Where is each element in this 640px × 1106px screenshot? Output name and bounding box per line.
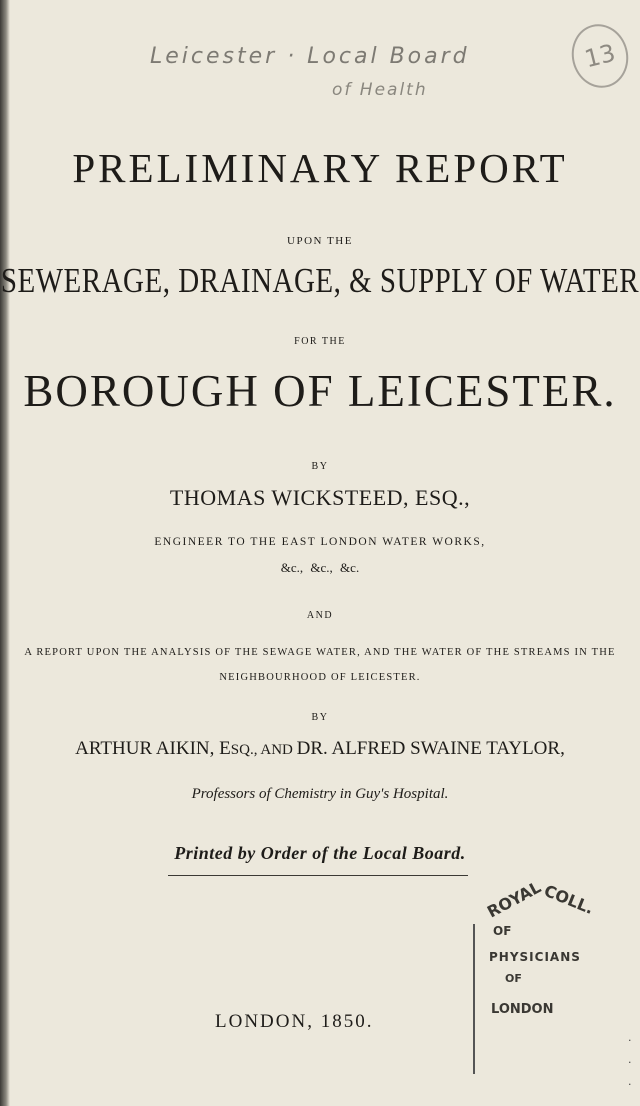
- analyst-1: ARTHUR AIKIN, E: [75, 738, 231, 759]
- printed-by-line: Printed by Order of the Local Board.: [174, 843, 466, 863]
- etc-line: &c., &c., &c.: [280, 560, 360, 575]
- stamp-place: LONDON: [491, 1002, 554, 1017]
- library-stamp: [455, 877, 605, 1099]
- page-specks: · · ·: [628, 1034, 632, 1091]
- shelf-number-mark: 13: [565, 18, 635, 94]
- upon-the-label: UPON THE: [287, 235, 353, 247]
- analysts-names: [0, 738, 640, 760]
- handwritten-annotation-line2: of Health: [332, 80, 428, 100]
- stamp-of: OF: [493, 924, 512, 938]
- handwritten-annotation: Leicester · Local Board: [150, 44, 470, 69]
- document-title: PRELIMINARY REPORT: [72, 145, 568, 191]
- imprint-place-year: LONDON, 1850.: [215, 1011, 374, 1032]
- stamp-physicians: PHYSICIANS: [489, 950, 581, 964]
- analysts-affiliation: Professors of Chemistry in Guy's Hospital.: [191, 786, 449, 802]
- and-label: AND: [306, 610, 334, 621]
- second-report-description: A REPORT UPON THE ANALYSIS OF THE SEWAGE WATER, AND THE WATER OF THE STREAMS IN THE NEIGHBOURHOOD OF LEICESTER.: [24, 647, 616, 683]
- stamp-bracket: [473, 924, 481, 1074]
- esq-suffix: SQ.: [230, 742, 254, 758]
- and-connector: , AND: [253, 742, 297, 758]
- stamp-arc-left: ROYAL: [483, 877, 545, 922]
- divider-rule: [168, 875, 468, 876]
- stamp-of-2: OF: [505, 972, 522, 985]
- analyst-2: DR. ALFRED SWAINE TAYLOR,: [296, 738, 565, 759]
- by-label: BY: [311, 461, 329, 472]
- for-the-label: FOR THE: [294, 336, 346, 347]
- borough-name: BOROUGH OF LEICESTER.: [23, 366, 617, 416]
- by-label-2: BY: [311, 712, 329, 723]
- report-subject: SEWERAGE, DRAINAGE, & SUPPLY OF WATER: [0, 261, 640, 301]
- author-role: ENGINEER TO THE EAST LONDON WATER WORKS,: [154, 536, 486, 548]
- stamp-arc-right: COLL.: [541, 880, 597, 919]
- author-name: THOMAS WICKSTEED, ESQ.,: [169, 485, 471, 510]
